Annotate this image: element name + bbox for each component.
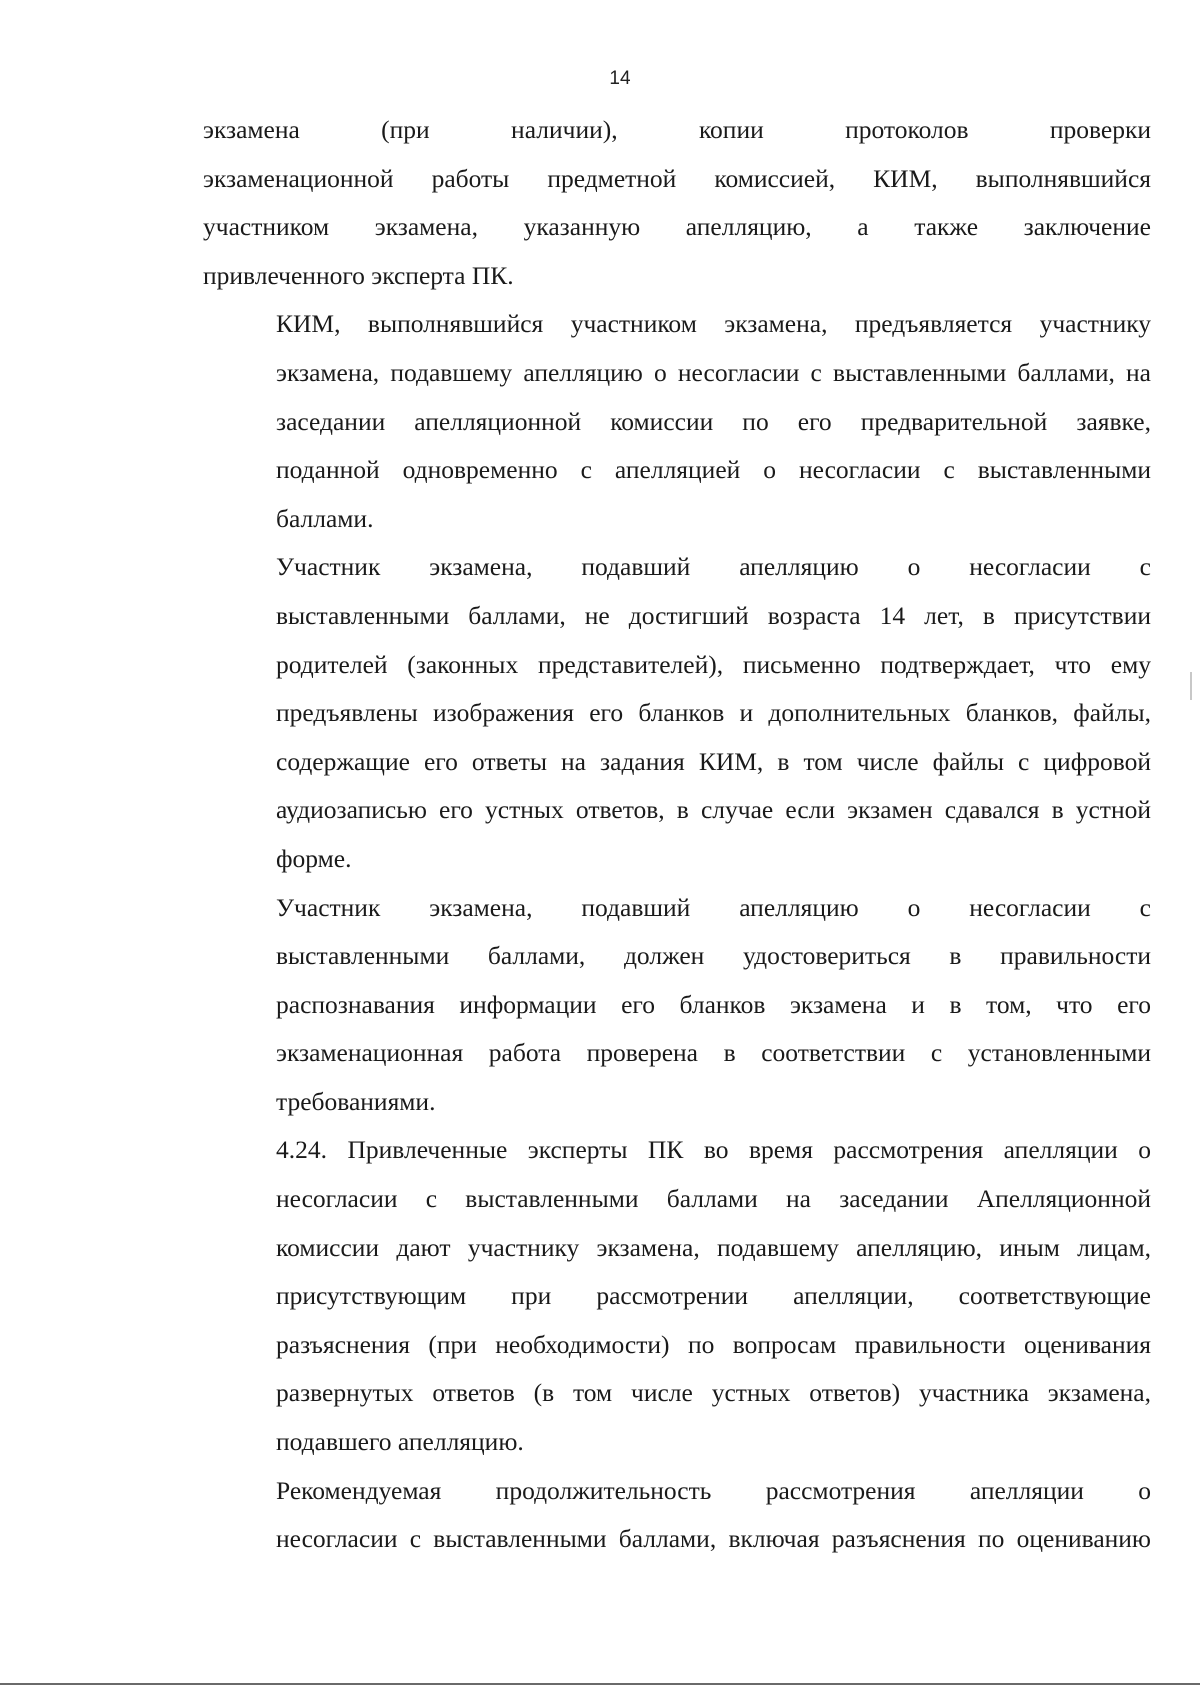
text-line: экзамена (при наличии), копии протоколов проверки (203, 115, 1151, 144)
text-line: экзамена, подавшему апелляцию о несогласии с выставленными баллами, на (276, 357, 1151, 387)
text-line: комиссии дают участнику экзамена, подавшему апелляцию, иным лицам, (276, 1232, 1151, 1262)
text-line: экзаменационная работа проверена в соответствии с установленными (276, 1038, 1151, 1068)
document-body (203, 106, 1151, 1564)
text-line: экзаменационной работы предметной комиссией, КИМ, выполнявшийся (203, 163, 1151, 193)
text-line: Участник экзамена, подавший апелляцию о несогласии с (276, 892, 1151, 922)
text-line: присутствующим при рассмотрении апелляции, соответствующие (276, 1281, 1151, 1311)
text-line: предъявлены изображения его бланков и дополнительных бланков, файлы, (276, 698, 1151, 728)
text-line: выставленными баллами, должен удостовериться в правильности (276, 941, 1151, 971)
text-line: требованиями. (276, 1086, 436, 1116)
text-line: распознавания информации его бланков экзамена и в том, что его (276, 989, 1151, 1019)
text-line: несогласии с выставленными баллами на заседании Апелляционной (276, 1184, 1151, 1214)
paragraph-recommended-duration (203, 1467, 1151, 1564)
text-line: родителей (законных представителей), письменно подтверждает, что ему (276, 649, 1151, 679)
paragraph-verification (203, 884, 1151, 1127)
page-bottom-rule (0, 1683, 1200, 1685)
text-line: аудиозаписью его устных ответов, в случае если экзамен сдавался в устной (276, 795, 1151, 825)
paragraph-clause-4-24 (203, 1126, 1151, 1466)
text-line: выставленными баллами, не достигший возраста 14 лет, в присутствии (276, 600, 1151, 630)
text-line: 4.24. Привлеченные эксперты ПК во время рассмотрения апелляции о (276, 1135, 1151, 1165)
text-line: развернутых ответов (в том числе устных ответов) участника экзамена, (276, 1378, 1151, 1408)
text-line: Участник экзамена, подавший апелляцию о несогласии с (276, 552, 1151, 582)
paragraph-under-14-confirmation (203, 543, 1151, 883)
text-line: содержащие его ответы на задания КИМ, в том числе файлы с цифровой (276, 746, 1151, 776)
paragraph-continuation (203, 106, 1151, 300)
page-number: 14 (609, 68, 631, 89)
text-line: поданной одновременно с апелляцией о несогласии с выставленными (276, 455, 1151, 485)
scan-artifact (1190, 672, 1192, 700)
text-line: подавшего апелляцию. (276, 1427, 524, 1457)
text-line: КИМ, выполнявшийся участником экзамена, предъявляется участнику (276, 309, 1151, 339)
text-line: привлеченного эксперта ПК. (203, 260, 514, 290)
text-line: форме. (276, 843, 352, 873)
text-line: баллами. (276, 503, 374, 533)
text-line: Рекомендуемая продолжительность рассмотрения апелляции о (276, 1475, 1151, 1505)
text-line: участником экзамена, указанную апелляцию, а также заключение (203, 212, 1151, 242)
paragraph-kim-presentation (203, 300, 1151, 543)
text-line: разъяснения (при необходимости) по вопросам правильности оценивания (276, 1329, 1151, 1359)
text-line: заседании апелляционной комиссии по его предварительной заявке, (276, 406, 1151, 436)
text-line: несогласии с выставленными баллами, включая разъяснения по оцениванию (276, 1524, 1151, 1554)
